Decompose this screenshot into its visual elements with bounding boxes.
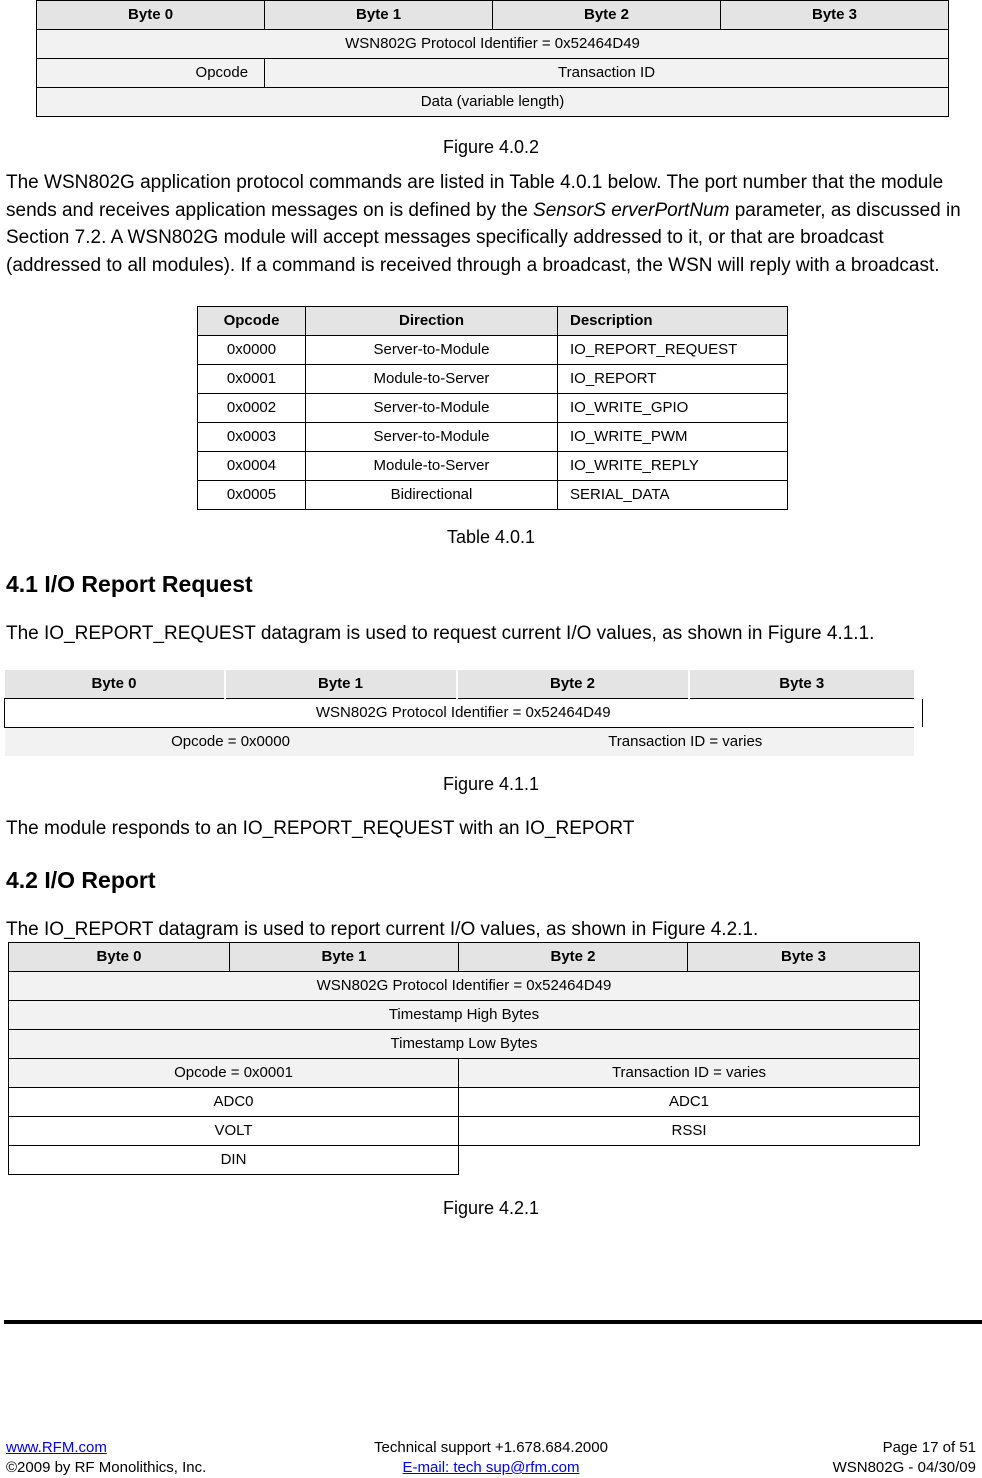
table-row [198,394,788,423]
intro-text-part1: The WSN802G application protocol commands are listed in Table 4.0.1 below. The port number that the module sends and receives application messages on is defined by the [6,172,944,221]
adc1-cell: ADC1 [459,1088,920,1117]
table-row [198,336,788,365]
description-value: IO_WRITE_PWM [558,423,788,452]
volt-cell: VOLT [9,1117,459,1146]
copyright-text: ©2009 by RF Monolithics, Inc. [6,1459,207,1476]
table-row [198,481,788,510]
description-header: Description [558,307,788,336]
transaction-id-cell: Transaction ID = varies [457,728,923,757]
description-value: IO_REPORT [558,365,788,394]
protocol-identifier-cell: WSN802G Protocol Identifier = 0x52464D49 [37,30,949,59]
direction-value: Module-to-Server [306,365,558,394]
opcode-value: 0x0005 [198,481,306,510]
timestamp-low-cell: Timestamp Low Bytes [9,1030,920,1059]
table-row [198,423,788,452]
din-cell: DIN [9,1146,459,1175]
footer-center [312,1438,670,1478]
opcode-cell: Opcode = 0x0000 [5,728,457,757]
document-id: WSN802G - 04/30/09 [832,1459,976,1476]
direction-value: Bidirectional [306,481,558,510]
section-4-2-paragraph: The IO_REPORT datagram is used to report current I/O values, as shown in Figure 4.2.1. [6,919,759,940]
byte-3-header: Byte 3 [689,670,923,699]
opcode-cell: Opcode = 0x0001 [9,1059,459,1088]
empty-cell [459,1146,920,1175]
timestamp-high-cell: Timestamp High Bytes [9,1001,920,1030]
transaction-id-cell: Transaction ID = varies [459,1059,920,1088]
direction-value: Server-to-Module [306,336,558,365]
intro-paragraph [6,169,978,279]
direction-header: Direction [306,307,558,336]
byte-1-header: Byte 1 [265,1,493,30]
byte-0-header: Byte 0 [37,1,265,30]
table-4-0-1-caption: Table 4.0.1 [446,527,536,547]
description-value: IO_REPORT_REQUEST [558,336,788,365]
table-4-0-1 [197,306,788,510]
adc0-cell: ADC0 [9,1088,459,1117]
server-port-parameter: SensorS erverPortNum [533,199,730,221]
opcode-value: 0x0002 [198,394,306,423]
byte-2-header: Byte 2 [457,670,689,699]
protocol-identifier-cell: WSN802G Protocol Identifier = 0x52464D49 [5,699,923,728]
footer-right [833,1438,976,1478]
byte-2-header: Byte 2 [459,943,688,972]
figure-4-1-1-table [4,670,930,756]
email-link[interactable]: E-mail: tech sup@rfm.com [402,1459,580,1476]
section-4-2-heading: 4.2 I/O Report [6,867,156,893]
direction-value: Module-to-Server [306,452,558,481]
byte-3-header: Byte 3 [688,943,920,972]
opcode-header: Opcode [198,307,306,336]
transaction-id-cell: Transaction ID [265,59,949,88]
opcode-cell: Opcode [37,59,265,88]
byte-0-header: Byte 0 [5,670,225,699]
data-cell: Data (variable length) [37,88,949,117]
figure-4-1-1-caption: Figure 4.1.1 [442,774,540,794]
website-link[interactable]: www.RFM.com [6,1439,107,1456]
figure-4-2-1-table [8,942,920,1175]
figure-4-2-1-caption: Figure 4.2.1 [442,1198,540,1218]
section-4-1-heading: 4.1 I/O Report Request [6,571,253,597]
opcode-value: 0x0003 [198,423,306,452]
direction-value: Server-to-Module [306,423,558,452]
opcode-value: 0x0001 [198,365,306,394]
figure-4-0-2-table [36,0,949,117]
description-value: IO_WRITE_GPIO [558,394,788,423]
page-number: Page 17 of 51 [882,1439,976,1456]
opcode-value: 0x0004 [198,452,306,481]
response-paragraph: The module responds to an IO_REPORT_REQUEST with an IO_REPORT [6,818,635,839]
description-value: IO_WRITE_REPLY [558,452,788,481]
byte-0-header: Byte 0 [9,943,230,972]
byte-3-header: Byte 3 [721,1,949,30]
protocol-identifier-cell: WSN802G Protocol Identifier = 0x52464D49 [9,972,920,1001]
footer-divider [4,1320,982,1324]
figure-4-0-2-caption: Figure 4.0.2 [442,137,540,157]
table-row [198,365,788,394]
support-phone: Technical support +1.678.684.2000 [374,1439,608,1456]
rssi-cell: RSSI [459,1117,920,1146]
direction-value: Server-to-Module [306,394,558,423]
byte-2-header: Byte 2 [493,1,721,30]
section-4-1-paragraph: The IO_REPORT_REQUEST datagram is used to request current I/O values, as shown in Figure 4.1.1. [6,623,875,644]
opcode-value: 0x0000 [198,336,306,365]
byte-1-header: Byte 1 [230,943,459,972]
byte-1-header: Byte 1 [225,670,457,699]
intro-text-part2: parameter, as discussed in Section 7.2. A WSN802G module will accept messages specifically addressed to it, or that are broadcast (addressed to all modules). If a command is received through a broadcast, the WSN will reply with a broadcast. [6,199,961,276]
footer-left [6,1438,206,1478]
table-row [198,452,788,481]
description-value: SERIAL_DATA [558,481,788,510]
